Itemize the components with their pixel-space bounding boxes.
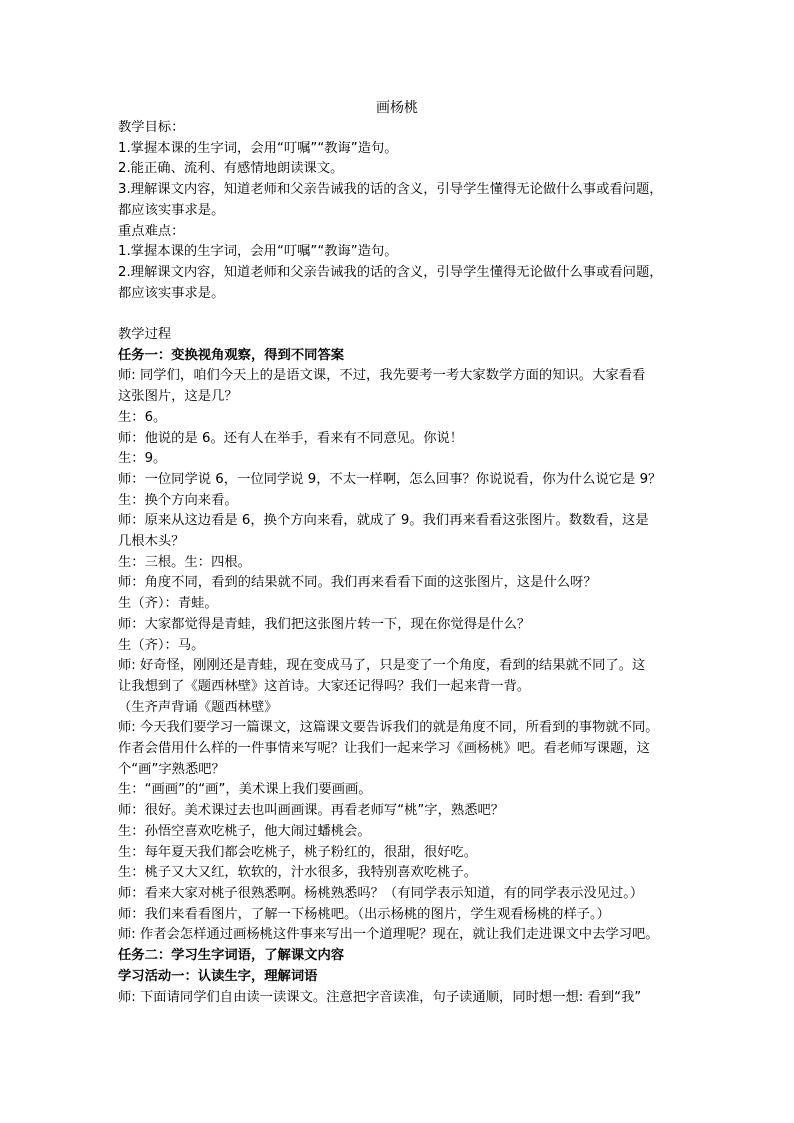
dialogue-line: 师: 作者会怎样通过画杨桃这件事来写出一个道理呢？现在，就让我们走进课文中去学习吧。: [118, 927, 659, 943]
dialogue-line: 师：一位同学说 6，一位同学说 9，不太一样啊，怎么回事？你说说看，你为什么说它是 9？: [118, 471, 662, 487]
key-point-line: 都应该实事求是。: [118, 285, 225, 301]
dialogue-line: 生（齐）：马。: [118, 637, 205, 653]
objectives-heading: 教学目标：: [118, 120, 185, 135]
objective-line: 3.理解课文内容，知道老师和父亲告诫我的话的含义，引导学生懂得无论做什么事或看问题，: [118, 182, 663, 198]
dialogue-line: 生：孙悟空喜欢吃桃子，他大闹过蟠桃会。: [118, 823, 371, 839]
dialogue-line: 师：大家都觉得是青蛙，我们把这张图片转一下，现在你觉得是什么？: [118, 616, 531, 632]
dialogue-line: 师：很好。美术课过去也叫画画课。再看老师写“桃”字，熟悉吧？: [118, 803, 505, 819]
objective-line: 2.能正确、流利、有感情地朗读课文。: [118, 161, 344, 177]
task1-heading: 任务一：变换视角观察，得到不同答案: [118, 347, 345, 363]
objectives-section: [118, 118, 678, 304]
dialogue-line: 生：“画画”的“画”，美术课上我们要画画。: [118, 782, 372, 798]
process-heading: 教学过程: [118, 327, 172, 342]
objective-line: 都应该实事求是。: [118, 202, 225, 218]
dialogue-line: 师：我们来看看图片，了解一下杨桃吧。（出示杨桃的图片，学生观看杨桃的样子。）: [118, 906, 610, 922]
dialogue-line: 生：6。: [118, 409, 167, 425]
process-section: [118, 325, 678, 1008]
dialogue-line: 让我想到了《题西林壁》这首诗。大家还记得吗？我们一起来背一背。: [118, 678, 531, 694]
dialogue-line: 师：他说的是 6。还有人在举手，看来有不同意见。你说！: [118, 430, 464, 446]
dialogue-line: 师: 下面请同学们自由读一读课文。注意把字音读准，句子读通顺，同时想一想: 看到“我”: [118, 989, 642, 1005]
dialogue-line: 生：三根。生：四根。: [118, 554, 251, 570]
dialogue-line: 作者会借用什么样的一件事情来写呢？让我们一起来学习《画杨桃》吧。看老师写课题，这: [118, 741, 650, 757]
dialogue-line: 师: 好奇怪，刚刚还是青蛙，现在变成马了，只是变了一个角度，看到的结果就不同了。这: [118, 658, 646, 674]
dialogue-line: 生：桃子又大又红，软软的，汁水很多，我特别喜欢吃桃子。: [118, 865, 478, 881]
dialogue-line: 师：原来从这边看是 6，换个方向来看，就成了 9。我们再来看看这张图片。数数看，这是: [118, 513, 649, 529]
key-point-line: 2.理解课文内容，知道老师和父亲告诫我的话的含义，引导学生懂得无论做什么事或看问题，: [118, 264, 663, 280]
dialogue-line: 师：角度不同，看到的结果就不同。我们再来看看下面的这张图片，这是什么呀？: [118, 575, 597, 591]
dialogue-line: 生：9。: [118, 451, 167, 467]
key-points-heading: 重点难点：: [118, 223, 185, 239]
dialogue-line: 个“画”字熟悉吧？: [118, 761, 225, 777]
dialogue-line: 师：看来大家对桃子很熟悉啊。杨桃熟悉吗？（有同学表示知道，有的同学表示没见过。）: [118, 885, 644, 901]
dialogue-line: 几根木头？: [118, 534, 185, 550]
dialogue-line: 生：换个方向来看。: [118, 492, 238, 508]
task2-heading: 任务二：学习生字词语，了解课文内容: [118, 948, 345, 964]
dialogue-line: 师: 今天我们要学习一篇课文，这篇课文要告诉我们的就是角度不同，所看到的事物就不同。: [118, 720, 659, 736]
dialogue-line: 这张图片，这是几？: [118, 389, 238, 405]
key-point-line: 1.掌握本课的生字词，会用“叮嘱”“教诲”造句。: [118, 244, 398, 260]
dialogue-line: （生齐声背诵《题西林壁》: [118, 699, 278, 715]
dialogue-line: 师: 同学们，咱们今天上的是语文课，不过，我先要考一考大家数学方面的知识。大家看看: [118, 368, 646, 384]
objective-line: 1.掌握本课的生字词，会用“叮嘱”“教诲”造句。: [118, 140, 398, 156]
dialogue-line: 生（齐）：青蛙。: [118, 596, 218, 612]
activity1-heading: 学习活动一：认读生字，理解词语: [118, 968, 318, 984]
document-title: 画杨桃: [376, 100, 418, 116]
dialogue-line: 生：每年夏天我们都会吃桃子，桃子粉红的，很甜，很好吃。: [118, 844, 478, 860]
